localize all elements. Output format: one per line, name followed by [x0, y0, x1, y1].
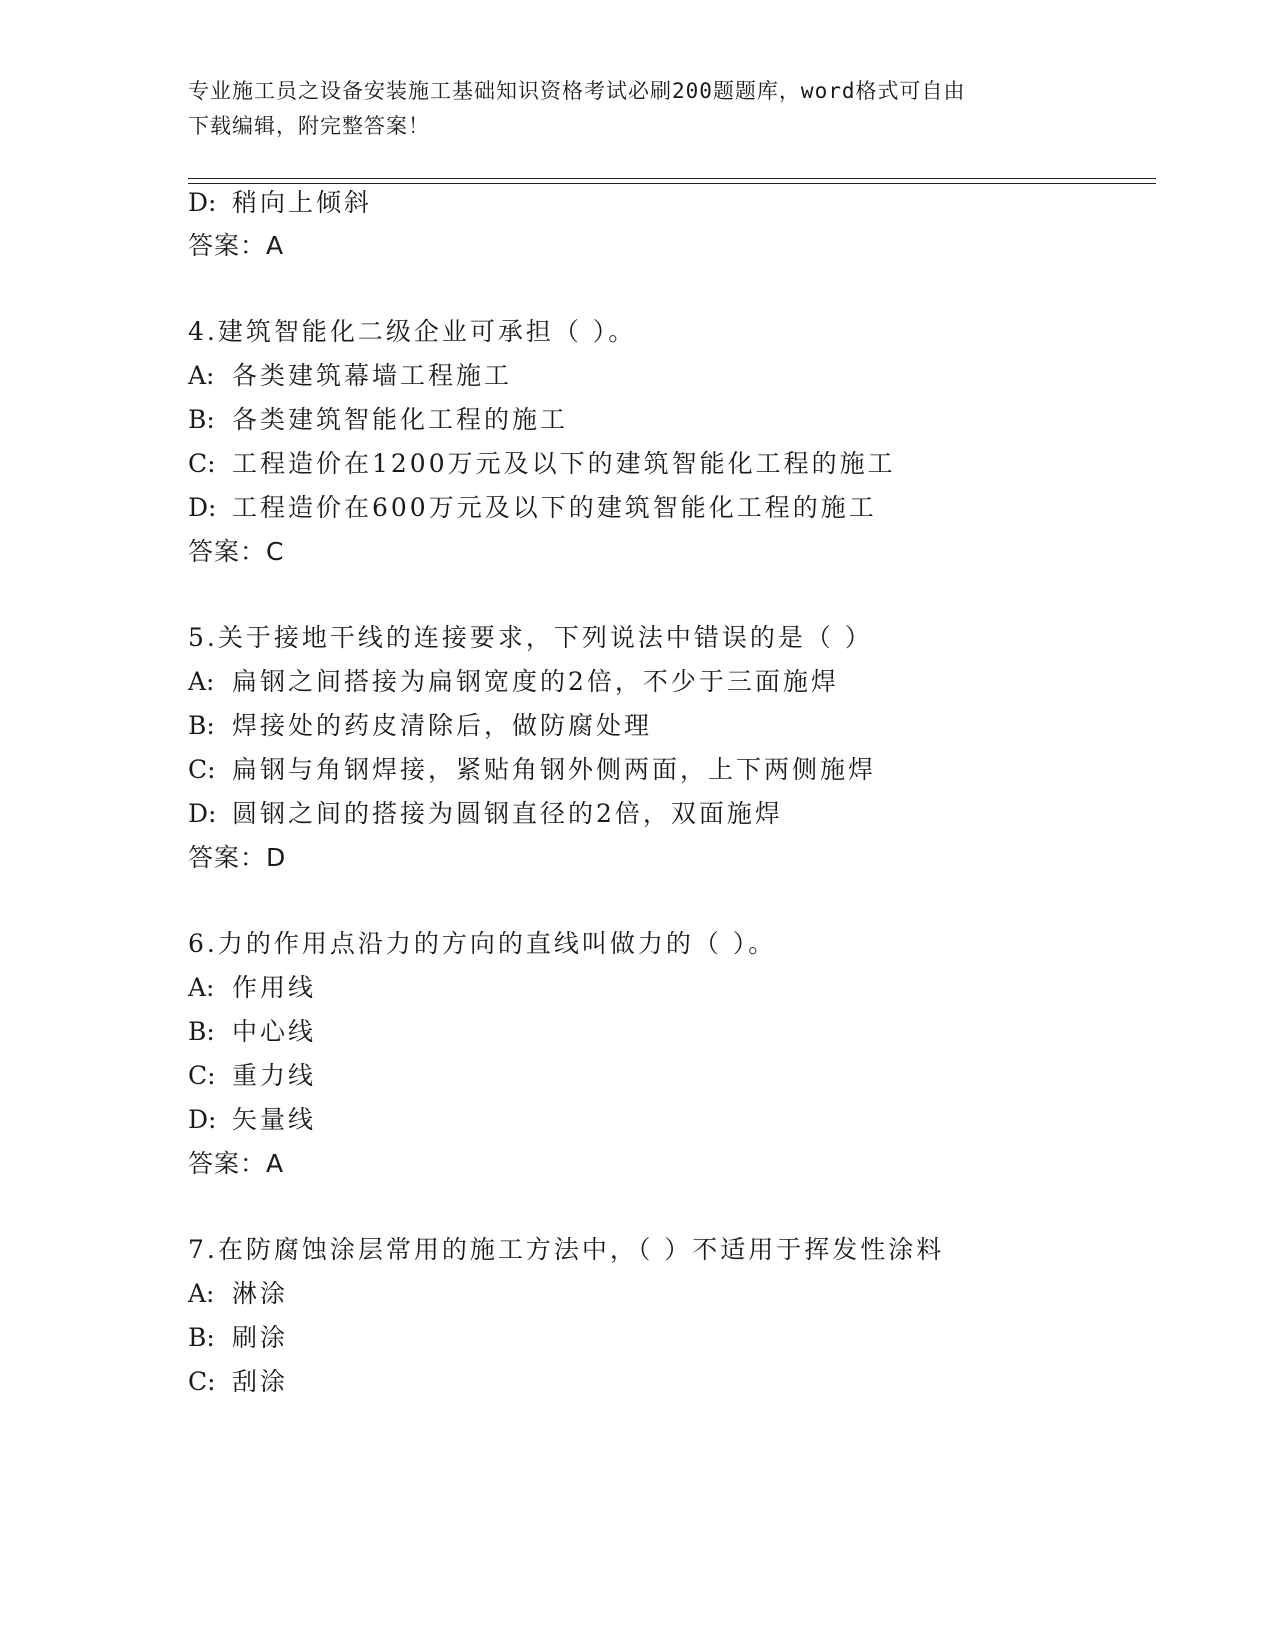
q6-option-a: [188, 973, 316, 1003]
option-text: 焊接处的药皮清除后，做防腐处理: [232, 711, 653, 740]
prev-answer: 答案：A: [188, 231, 285, 260]
option-text: 各类建筑智能化工程的施工: [232, 405, 569, 434]
option-label: D:: [188, 188, 217, 217]
option-text: 中心线: [232, 1017, 317, 1046]
option-text: 圆钢之间的搭接为圆钢直径的2倍，双面施焊: [232, 799, 783, 828]
q5-option-a: [188, 667, 839, 697]
option-text: 淋涂: [232, 1279, 289, 1308]
option-label: A:: [188, 667, 215, 696]
q4-option-b: [188, 405, 568, 435]
q7-option-c: [188, 1367, 288, 1397]
option-label: C:: [188, 1061, 216, 1090]
q6-option-c: [188, 1061, 316, 1091]
q5-answer: 答案：D: [188, 843, 287, 872]
q5-option-c: [188, 755, 876, 785]
header-divider-top: [188, 178, 1156, 179]
q5-stem: 5.关于接地干线的连接要求，下列说法中错误的是（ ）: [188, 623, 873, 652]
option-text: 扁钢之间搭接为扁钢宽度的2倍，不少于三面施焊: [232, 667, 839, 696]
q5-option-b: [188, 711, 652, 741]
option-label: C:: [188, 449, 216, 478]
option-label: C:: [188, 755, 216, 784]
option-label: D:: [188, 493, 217, 522]
header-line-1: 专业施工员之设备安装施工基础知识资格考试必刷200题题库，word格式可自由: [188, 79, 966, 103]
document-header: [188, 74, 1088, 144]
option-text: 扁钢与角钢焊接，紧贴角钢外侧两面，上下两侧施焊: [232, 755, 877, 784]
option-text: 刷涂: [232, 1323, 289, 1352]
option-text: 稍向上倾斜: [232, 188, 373, 217]
q4-stem: 4.建筑智能化二级企业可承担（ ）。: [188, 317, 637, 346]
prev-option-d: [188, 188, 372, 218]
option-label: A:: [188, 973, 215, 1002]
q6-answer: 答案：A: [188, 1149, 285, 1178]
option-label: B:: [188, 1323, 215, 1352]
q7-stem: 7.在防腐蚀涂层常用的施工方法中，（ ）不适用于挥发性涂料: [188, 1235, 945, 1264]
option-text: 作用线: [232, 973, 317, 1002]
option-label: C:: [188, 1367, 216, 1396]
option-label: D:: [188, 1105, 217, 1134]
q6-option-b: [188, 1017, 316, 1047]
q6-stem: 6.力的作用点沿力的方向的直线叫做力的（ ）。: [188, 929, 777, 958]
q4-option-d: [188, 493, 877, 523]
option-label: B:: [188, 405, 215, 434]
q7-option-a: [188, 1279, 288, 1309]
option-text: 刮涂: [232, 1367, 289, 1396]
header-divider-bottom: [188, 183, 1156, 184]
header-line-2: 下载编辑，附完整答案！: [188, 114, 430, 138]
q7-option-b: [188, 1323, 288, 1353]
option-label: B:: [188, 711, 215, 740]
option-text: 重力线: [232, 1061, 317, 1090]
q5-option-d: [188, 799, 783, 829]
q4-answer: 答案：C: [188, 537, 285, 566]
q6-option-d: [188, 1105, 316, 1135]
option-label: D:: [188, 799, 217, 828]
option-label: B:: [188, 1017, 215, 1046]
option-text: 工程造价在600万元及以下的建筑智能化工程的施工: [232, 493, 877, 522]
option-text: 矢量线: [232, 1105, 317, 1134]
option-label: A:: [188, 1279, 215, 1308]
option-text: 工程造价在1200万元及以下的建筑智能化工程的施工: [232, 449, 896, 478]
option-label: A:: [188, 361, 215, 390]
q4-option-c: [188, 449, 896, 479]
option-text: 各类建筑幕墙工程施工: [232, 361, 513, 390]
q4-option-a: [188, 361, 512, 391]
